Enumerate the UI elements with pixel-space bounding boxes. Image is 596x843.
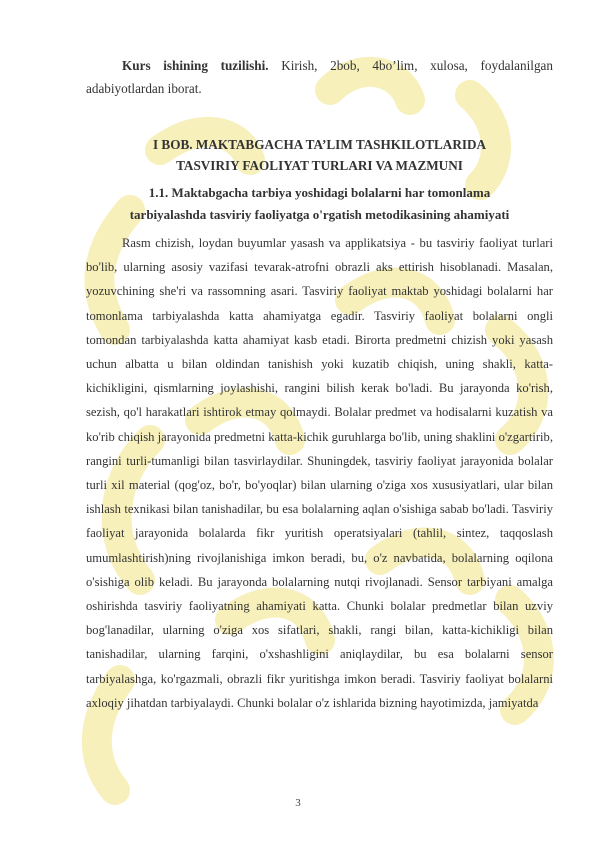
section-title-line-2: tarbiyalashda tasviriy faoliyatga o'rgatish metodikasining ahamiyati [129, 207, 510, 222]
section-title [86, 182, 553, 226]
body-paragraph: Rasm chizish, loydan buyumlar yasash va applikatsiya - bu tasviriy faoliyat turlari bo'lib, ularning asosiy vazifasi tevarak-atrofni obrazli aks ettirish hisoblanadi. Masalan, yozuvchining she'ri va rassomning asari. Tasviriy faoliyat maktab yoshidagi bolalarni har tomonlama tarbiyalashda katta ahamiyatga egadir. Tasviriy faoliyat bolalarni ongli tomondan tarbiyalashda katta ahamiyat kasb etadi. Birorta predmetni chizish yoki yasash uchun albatta u bilan oldindan tanishish yoki kuzatib chiqish, uning shakli, katta-kichikligini, qismlarning joylashishi, rangini bilish kerak bo'ladi. Bu jarayonda ko'rish, sezish, qo'l harakatlari ishtirok etmay qolmaydi. Bolalar predmet va hodisalarni kuzatish va ko'rib chiqish jarayonida predmetni katta-kichik guruhlarga bo'lib, uning shaklini o'zgartirib, rangini turli-tumanligi bilan tasvirlaydilar. Shuningdek, tasviriy faoliyat jarayonida bolalar turli xil material (qog'oz, bo'r, bo'yoqlar) bilan ularning o'ziga xos xususiyatlari, ular bilan ishlash texnikasi bilan tanishadilar, bu esa bolalarning aqlan o'sishiga sabab bo'ladi. Tasviriy faoliyat jarayonida bolalarda fikr yuritish operatsiyalari (tahlil, sintez, taqqoslash umumlashtirish)ning rivojlanishiga imkon beradi, bu, o'z navbatida, bolalarning oqilona o'sishiga olib keladi. Bu jarayonda bolalarning nutqi rivojlanadi. Sensor tarbiyani amalga oshirishda tasviriy faoliyatning ahamiyati katta. Chunki bolalar predmetlar bilan uzviy bog'lanadilar, ularning o'ziga xos sifatlari, shakli, rangi bilan, katta-kichikligi bilan tanishadilar, ularning farqini, o'xshashligini aniqlaydilar, bu esa bolalarni sensor tarbiyalashga, ko'rgazmali, obrazli fikr yuritishga imkon beradi. Tasviriy faoliyat bolalarni axloqiy jihatdan tarbiyalaydi. Chunki bolalar o'z ishlarida bizning hayotimizda, jamiyatda [86, 236, 553, 710]
intro-paragraph [86, 54, 553, 100]
intro-lead: Kurs ishining tuzilishi. [122, 58, 269, 73]
chapter-title [86, 134, 553, 176]
intro-text: Kirish, 2bob, 4bo’lim, xulosa, foydalanilgan adabiyotlardan iborat. [86, 58, 553, 96]
page-number: 3 [295, 797, 301, 809]
section-title-line-1: 1.1. Maktabgacha tarbiya yoshidagi bolalarni har tomonlama [148, 185, 491, 200]
chapter-title-line-2: TASVIRIY FAOLIYAT TURLARI VA MAZMUNI [176, 158, 463, 173]
chapter-title-line-1: I BOB. MAKTABGACHA TA’LIM TASHKILOTLARIDA [152, 137, 487, 152]
